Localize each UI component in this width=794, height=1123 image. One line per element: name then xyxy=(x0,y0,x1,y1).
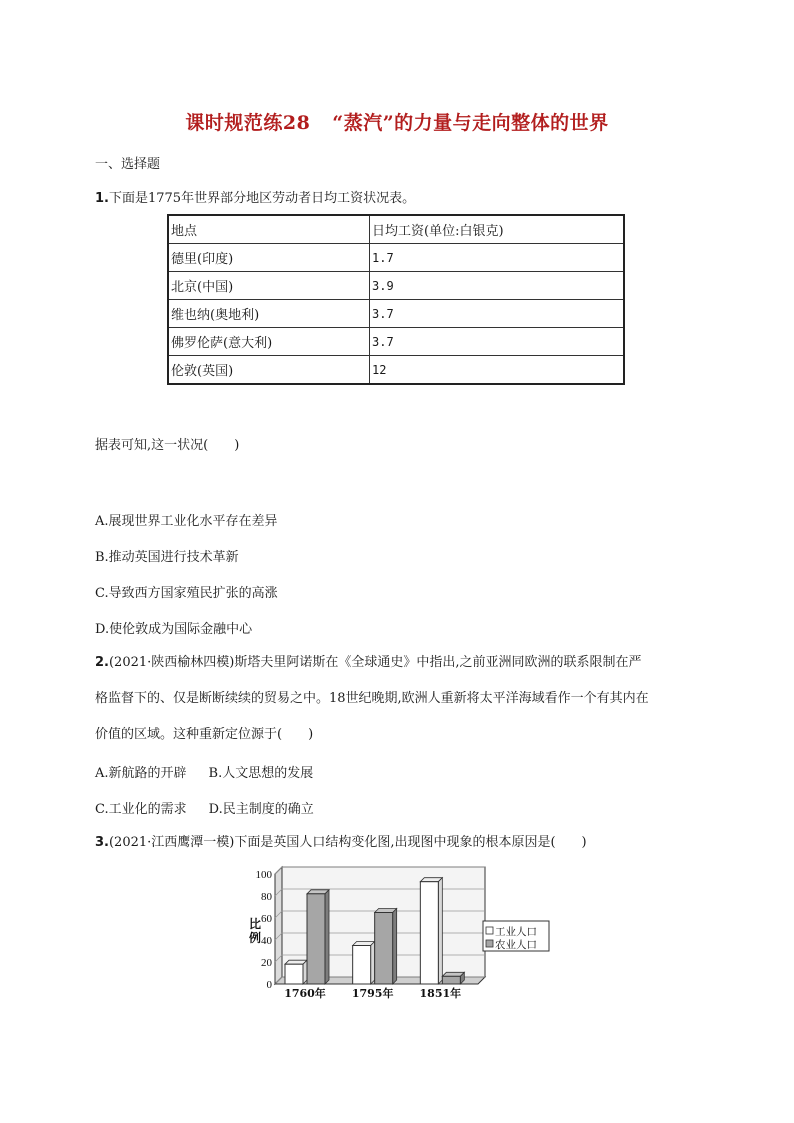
plot-side-wall xyxy=(275,867,282,984)
legend-label: 工业人口 xyxy=(495,926,537,938)
question-text: (2021·江西鹰潭一模)下面是英国人口结构变化图,出现图中现象的根本原因是( ) xyxy=(108,835,587,850)
option-b: B.推动英国进行技术革新 xyxy=(95,550,239,565)
question-1-stem: 据表可知,这一状况( ) xyxy=(95,438,240,453)
table-cell: 12 xyxy=(370,356,625,385)
y-tick-label: 40 xyxy=(261,935,272,947)
option-a: A.展现世界工业化水平存在差异 xyxy=(95,514,278,529)
legend-swatch xyxy=(486,940,493,947)
y-tick-label: 60 xyxy=(261,913,272,925)
table-cell: 伦敦(英国) xyxy=(168,356,370,385)
legend-swatch xyxy=(486,927,493,934)
y-tick-label: 20 xyxy=(261,957,272,969)
table-cell: 佛罗伦萨(意大利) xyxy=(168,328,370,356)
section-heading: 一、选择题 xyxy=(95,157,161,172)
option-row-ab xyxy=(95,762,313,781)
table-row xyxy=(168,356,624,385)
page-title xyxy=(0,108,794,135)
table-cell: 维也纳(奥地利) xyxy=(168,300,370,328)
bar-side xyxy=(438,878,442,984)
bar xyxy=(375,913,393,985)
option-c: C.工业化的需求 xyxy=(95,802,187,817)
table-row xyxy=(168,272,624,300)
bar-side xyxy=(393,909,397,985)
question-2-line-3: 价值的区域。这种重新定位源于( ) xyxy=(95,727,314,742)
option-d: D.民主制度的确立 xyxy=(208,802,314,817)
table-cell: 3.7 xyxy=(370,300,625,328)
table-cell: 1.7 xyxy=(370,244,625,272)
table-row xyxy=(168,244,624,272)
title-topic: “蒸汽”的力量与走向整体的世界 xyxy=(332,112,609,134)
table-row xyxy=(168,328,624,356)
population-bar-chart xyxy=(245,864,555,1004)
table-cell: 3.9 xyxy=(370,272,625,300)
bar xyxy=(285,964,303,984)
y-axis-label: 例 xyxy=(248,931,262,945)
question-text: 下面是1775年世界部分地区劳动者日均工资状况表。 xyxy=(108,191,416,206)
bar xyxy=(442,976,460,984)
table-cell: 北京(中国) xyxy=(168,272,370,300)
y-tick-label: 80 xyxy=(261,891,272,903)
bar-side xyxy=(303,960,307,984)
bar xyxy=(420,882,438,984)
table-cell: 德里(印度) xyxy=(168,244,370,272)
x-tick-label: 1851年 xyxy=(419,987,462,1000)
bar xyxy=(353,946,371,985)
option-b: B.人文思想的发展 xyxy=(208,766,314,781)
title-lesson: 课时规范练28 xyxy=(185,112,311,134)
option-row-cd xyxy=(95,798,314,817)
bar-side xyxy=(325,890,329,984)
question-text: (2021·陕西榆林四模)斯塔夫里阿诺斯在《全球通史》中指出,之前亚洲同欧洲的联系限制在严 xyxy=(108,655,642,670)
question-2-line-2: 格监督下的、仅是断断续续的贸易之中。18世纪晚期,欧洲人重新将太平洋海域看作一个有其内在 xyxy=(95,691,649,706)
table-header-row xyxy=(168,215,624,244)
option-a: A.新航路的开辟 xyxy=(95,766,187,781)
table-header: 地点 xyxy=(168,215,370,244)
x-tick-label: 1795年 xyxy=(351,987,394,1000)
y-tick-label: 100 xyxy=(255,869,272,881)
question-2 xyxy=(95,653,641,673)
x-tick-label: 1760年 xyxy=(284,987,326,1000)
question-1 xyxy=(95,189,415,209)
option-d: D.使伦敦成为国际金融中心 xyxy=(95,622,253,637)
question-number: 1. xyxy=(95,191,109,206)
table-cell: 3.7 xyxy=(370,328,625,356)
table-row xyxy=(168,300,624,328)
question-3 xyxy=(95,833,587,853)
bar xyxy=(307,894,325,984)
question-number: 2. xyxy=(95,655,109,670)
y-tick-label: 0 xyxy=(266,979,272,991)
question-number: 3. xyxy=(95,835,109,850)
bar-side xyxy=(371,942,375,985)
wage-table xyxy=(167,214,625,385)
legend-label: 农业人口 xyxy=(495,939,537,951)
table-header: 日均工资(单位:白银克) xyxy=(370,215,625,244)
y-axis-label: 比 xyxy=(248,917,262,931)
option-c: C.导致西方国家殖民扩张的高涨 xyxy=(95,586,278,601)
